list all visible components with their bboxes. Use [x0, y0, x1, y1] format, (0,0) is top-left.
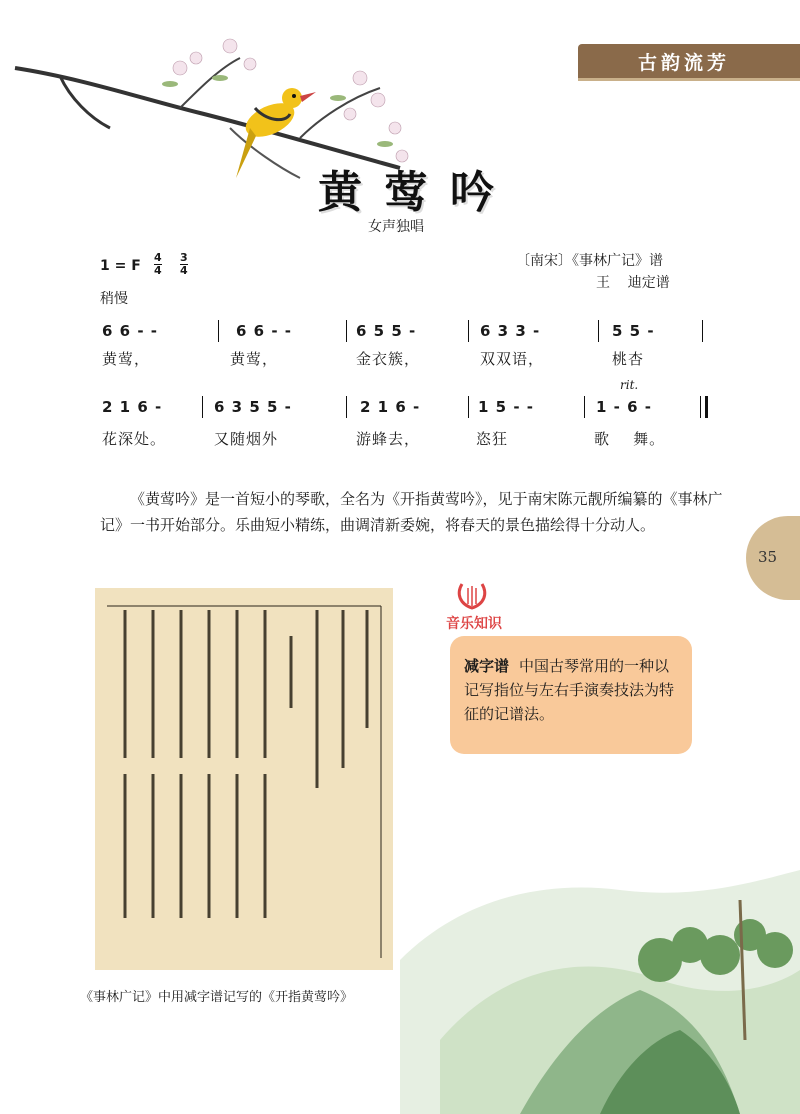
lyrics-row1-measure5: 桃杏	[612, 350, 645, 368]
notes-row1-measure3: 6 5 5 -	[356, 322, 417, 340]
ritardando-mark: rit.	[620, 378, 639, 392]
time-signature-2: 3 4	[180, 251, 188, 277]
score-source: 〔南宋〕《事林广记》谱	[516, 253, 663, 269]
bar-line	[584, 396, 585, 418]
bar-line	[202, 396, 203, 418]
manuscript-image	[95, 588, 393, 970]
notes-row2-measure5: 1 - 6 -	[596, 398, 652, 416]
landscape-illustration	[400, 840, 800, 1114]
lyrics-row1-measure3: 金衣簇，	[356, 350, 421, 368]
key-signature: 1 = F	[100, 258, 141, 274]
bar-line	[346, 320, 347, 342]
song-title: 黄莺吟	[318, 167, 516, 218]
notes-row1-measure5: 5 5 -	[612, 322, 655, 340]
bar-line	[702, 320, 703, 342]
knowledge-term: 减字谱	[464, 657, 510, 675]
bar-line	[346, 396, 347, 418]
notes-row2-measure2: 6 3 5 5 -	[214, 398, 292, 416]
page-number: 35	[758, 548, 778, 566]
knowledge-definition: 中国古琴常用的一种以记写指位与左右手演奏技法为特征的记谱法。	[464, 657, 675, 723]
lyrics-row2-measure5: 歌 舞。	[594, 430, 666, 448]
notes-row1-measure1: 6 6 - -	[102, 322, 158, 340]
lyrics-row1-measure4: 双双语，	[480, 350, 545, 368]
time-signature-1: 4 4	[154, 251, 162, 277]
lyrics-row2-measure4: 恣狂	[476, 430, 509, 448]
body-paragraph: 《黄莺吟》是一首短小的琴歌，全名为《开指黄莺吟》，见于南宋陈元靓所编纂的《事林广记》一书开始部分。乐曲短小精练，曲调清新委婉，将春天的景色描绘得十分动人。	[100, 490, 723, 534]
section-label: 古韵流芳	[638, 51, 731, 74]
lyre-icon	[452, 578, 492, 614]
figure-caption: 《事林广记》中用减字谱记写的《开指黄莺吟》	[80, 990, 354, 1005]
final-bar-line	[700, 396, 708, 418]
lyrics-row2-measure3: 游蜂去，	[356, 430, 421, 448]
bar-line	[468, 320, 469, 342]
notes-row2-measure4: 1 5 - -	[478, 398, 534, 416]
manuscript-script-graphic	[95, 588, 393, 970]
section-tab-stripe	[578, 78, 800, 81]
lyrics-row1-measure1: 黄莺，	[102, 350, 151, 368]
tempo-marking: 稍慢	[100, 291, 128, 307]
bar-line	[218, 320, 219, 342]
notes-row2-measure1: 2 1 6 -	[102, 398, 163, 416]
notes-row2-measure3: 2 1 6 -	[360, 398, 421, 416]
knowledge-info-box	[450, 636, 692, 754]
lyrics-row1-measure2: 黄莺，	[230, 350, 279, 368]
bar-line	[468, 396, 469, 418]
notes-row1-measure4: 6 3 3 -	[480, 322, 541, 340]
performance-type: 女声独唱	[368, 219, 424, 235]
bar-line	[598, 320, 599, 342]
lyrics-row2-measure1: 花深处。	[102, 430, 167, 448]
section-tab	[578, 44, 800, 78]
music-knowledge-label: 音乐知识	[446, 616, 502, 632]
lyrics-row2-measure2: 又随烟外	[214, 430, 279, 448]
score-arranger: 王 迪定谱	[596, 275, 670, 291]
notes-row1-measure2: 6 6 - -	[236, 322, 292, 340]
